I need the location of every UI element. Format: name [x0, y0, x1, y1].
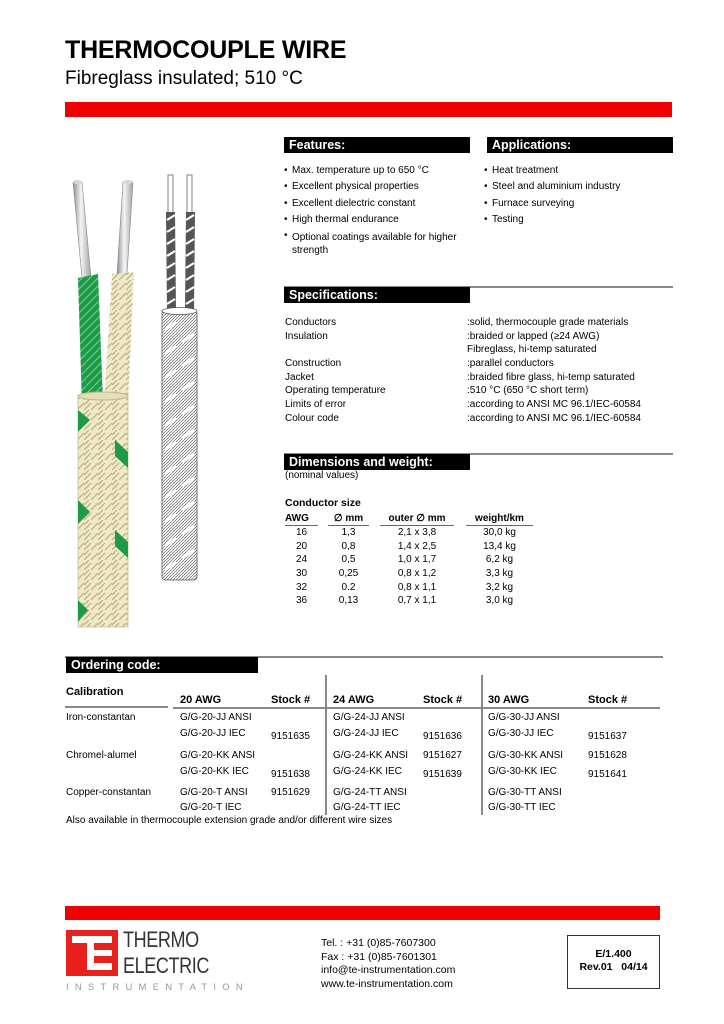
column-divider — [481, 675, 483, 815]
order-code: G/G-24-KK IEC — [333, 766, 402, 777]
stock-number: 9151629 — [271, 787, 310, 798]
col-awg: AWG — [285, 511, 318, 526]
page-title: THERMOCOUPLE WIRE — [65, 36, 347, 64]
specifications-table — [285, 316, 675, 426]
thermocouple-wire-image — [70, 170, 270, 630]
spec-row: Limits of error :according to ANSI MC 96.1/IEC-60584 — [285, 399, 641, 411]
ordering-footnote: Also available in thermocouple extension grade and/or different wire sizes — [66, 815, 393, 826]
logo-text-electric: ELECTRIC — [123, 953, 209, 978]
calibration-name: Iron-constantan — [66, 712, 136, 723]
awg30-header: 30 AWG — [488, 694, 530, 706]
page-subtitle: Fibreglass insulated; 510 °C — [65, 68, 303, 89]
order-code: G/G-24-JJ IEC — [333, 728, 399, 739]
contact-email[interactable]: info@te-instrumentation.com — [321, 964, 456, 976]
order-code: G/G-20-T IEC — [180, 802, 242, 813]
document-revision: Rev.01 04/14 — [579, 961, 648, 973]
spec-row: Jacket :braided fibre glass, hi-temp saturated — [285, 371, 635, 383]
col-diameter: ∅ mm — [328, 511, 369, 526]
feature-item: • High thermal endurance — [284, 212, 474, 228]
awg24-header: 24 AWG — [333, 694, 375, 706]
col-outer-diameter: outer ∅ mm — [380, 511, 454, 526]
spec-row: Fibreglass, hi-temp saturated — [467, 344, 597, 356]
awg20-header: 20 AWG — [180, 694, 222, 706]
wire-illustration — [70, 170, 270, 630]
applications-heading: Applications: — [487, 137, 673, 153]
application-item: • Steel and aluminium industry — [484, 179, 674, 195]
table-row: 30 0,25 0,8 x 1,2 3,3 kg — [295, 568, 514, 580]
order-code: G/G-24-JJ ANSI — [333, 712, 405, 723]
calibration-name: Chromel-alumel — [66, 750, 137, 761]
logo-text-instrumentation: INSTRUMENTATION — [66, 982, 249, 993]
calibration-name: Copper-constantan — [66, 787, 152, 798]
order-code: G/G-30-KK IEC — [488, 766, 557, 777]
stock-number: 9151641 — [588, 769, 627, 780]
table-row: 24 0,5 1,0 x 1,7 6,2 kg — [295, 554, 514, 566]
order-code: G/G-20-JJ ANSI — [180, 712, 252, 723]
stock-number: 9151635 — [271, 731, 310, 742]
dimensions-table — [285, 511, 533, 608]
application-item: • Testing — [484, 212, 674, 228]
features-heading: Features: — [284, 137, 470, 153]
application-item: • Heat treatment — [484, 163, 674, 179]
dimensions-header-row — [285, 511, 533, 526]
spec-row: Insulation :braided or lapped (≥24 AWG) — [285, 330, 600, 342]
order-code: G/G-30-KK ANSI — [488, 750, 564, 761]
stock-number: 9151639 — [423, 769, 462, 780]
column-divider — [325, 675, 327, 815]
order-code: G/G-20-KK ANSI — [180, 750, 256, 761]
feature-item: • Excellent physical properties — [284, 179, 474, 195]
order-code: G/G-30-TT ANSI — [488, 787, 562, 798]
stock-number: 9151628 — [588, 750, 627, 761]
document-code: E/1.400 — [595, 948, 632, 960]
feature-item: • Max. temperature up to 650 °C — [284, 163, 474, 179]
feature-item: • Excellent dielectric constant — [284, 196, 474, 212]
feature-item: • Optional coatings available for higher strength — [284, 229, 474, 258]
spec-row: Colour code :according to ANSI MC 96.1/IEC-60584 — [285, 412, 641, 424]
order-code: G/G-30-TT IEC — [488, 802, 556, 813]
stock24-header: Stock # — [423, 694, 463, 706]
order-code: G/G-20-KK IEC — [180, 766, 249, 777]
order-code: G/G-20-T ANSI — [180, 787, 248, 798]
dimensions-note: (nominal values) — [285, 470, 359, 481]
contact-fax: Fax : +31 (0)85-7601301 — [321, 950, 437, 963]
header-red-bar — [65, 102, 672, 117]
te-logo-mark — [66, 930, 118, 976]
spec-row: Operating temperature :510 °C (650 °C short term) — [285, 385, 589, 397]
col-weight: weight/km — [466, 511, 533, 526]
order-code: G/G-24-TT ANSI — [333, 787, 407, 798]
ordering-heading: Ordering code: — [66, 657, 258, 673]
header-underline — [173, 707, 660, 709]
contact-phone: Tel. : +31 (0)85-7607300 — [321, 937, 436, 949]
table-row: 36 0,13 0,7 x 1,1 3,0 kg — [295, 595, 514, 607]
stock-number: 9151627 — [423, 750, 462, 761]
conductor-size-title: Conductor size — [285, 497, 361, 509]
order-code: G/G-24-TT IEC — [333, 802, 401, 813]
dimensions-heading: Dimensions and weight: — [284, 454, 470, 470]
applications-list — [484, 163, 674, 229]
stock20-header: Stock # — [271, 694, 311, 706]
order-code: G/G-30-JJ IEC — [488, 728, 554, 739]
table-row: 32 0.2 0,8 x 1,1 3,2 kg — [295, 581, 514, 593]
spec-row: Construction :parallel conductors — [285, 358, 554, 370]
contact-website[interactable]: www.te-instrumentation.com — [321, 977, 453, 990]
header-underline — [65, 706, 168, 708]
table-row: 20 0,8 1,4 x 2,5 13,4 kg — [295, 540, 516, 552]
stock30-header: Stock # — [588, 694, 628, 706]
specifications-heading: Specifications: — [284, 287, 470, 303]
te-logo-icon — [66, 930, 118, 976]
spec-row: Conductors :solid, thermocouple grade materials — [285, 317, 629, 328]
order-code: G/G-30-JJ ANSI — [488, 712, 560, 723]
table-row: 16 1,3 2,1 x 3,8 30,0 kg — [295, 527, 516, 539]
calibration-header: Calibration — [66, 686, 124, 698]
stock-number: 9151636 — [423, 731, 462, 742]
order-code: G/G-20-JJ IEC — [180, 728, 246, 739]
contact-info — [321, 937, 455, 991]
document-code-box — [567, 935, 660, 989]
logo-text-thermo: THERMO — [123, 927, 199, 952]
order-code: G/G-24-KK ANSI — [333, 750, 409, 761]
stock-number: 9151637 — [588, 731, 627, 742]
stock-number: 9151638 — [271, 769, 310, 780]
footer-red-bar — [65, 906, 660, 920]
features-list — [284, 163, 474, 258]
application-item: • Furnace surveying — [484, 196, 674, 212]
